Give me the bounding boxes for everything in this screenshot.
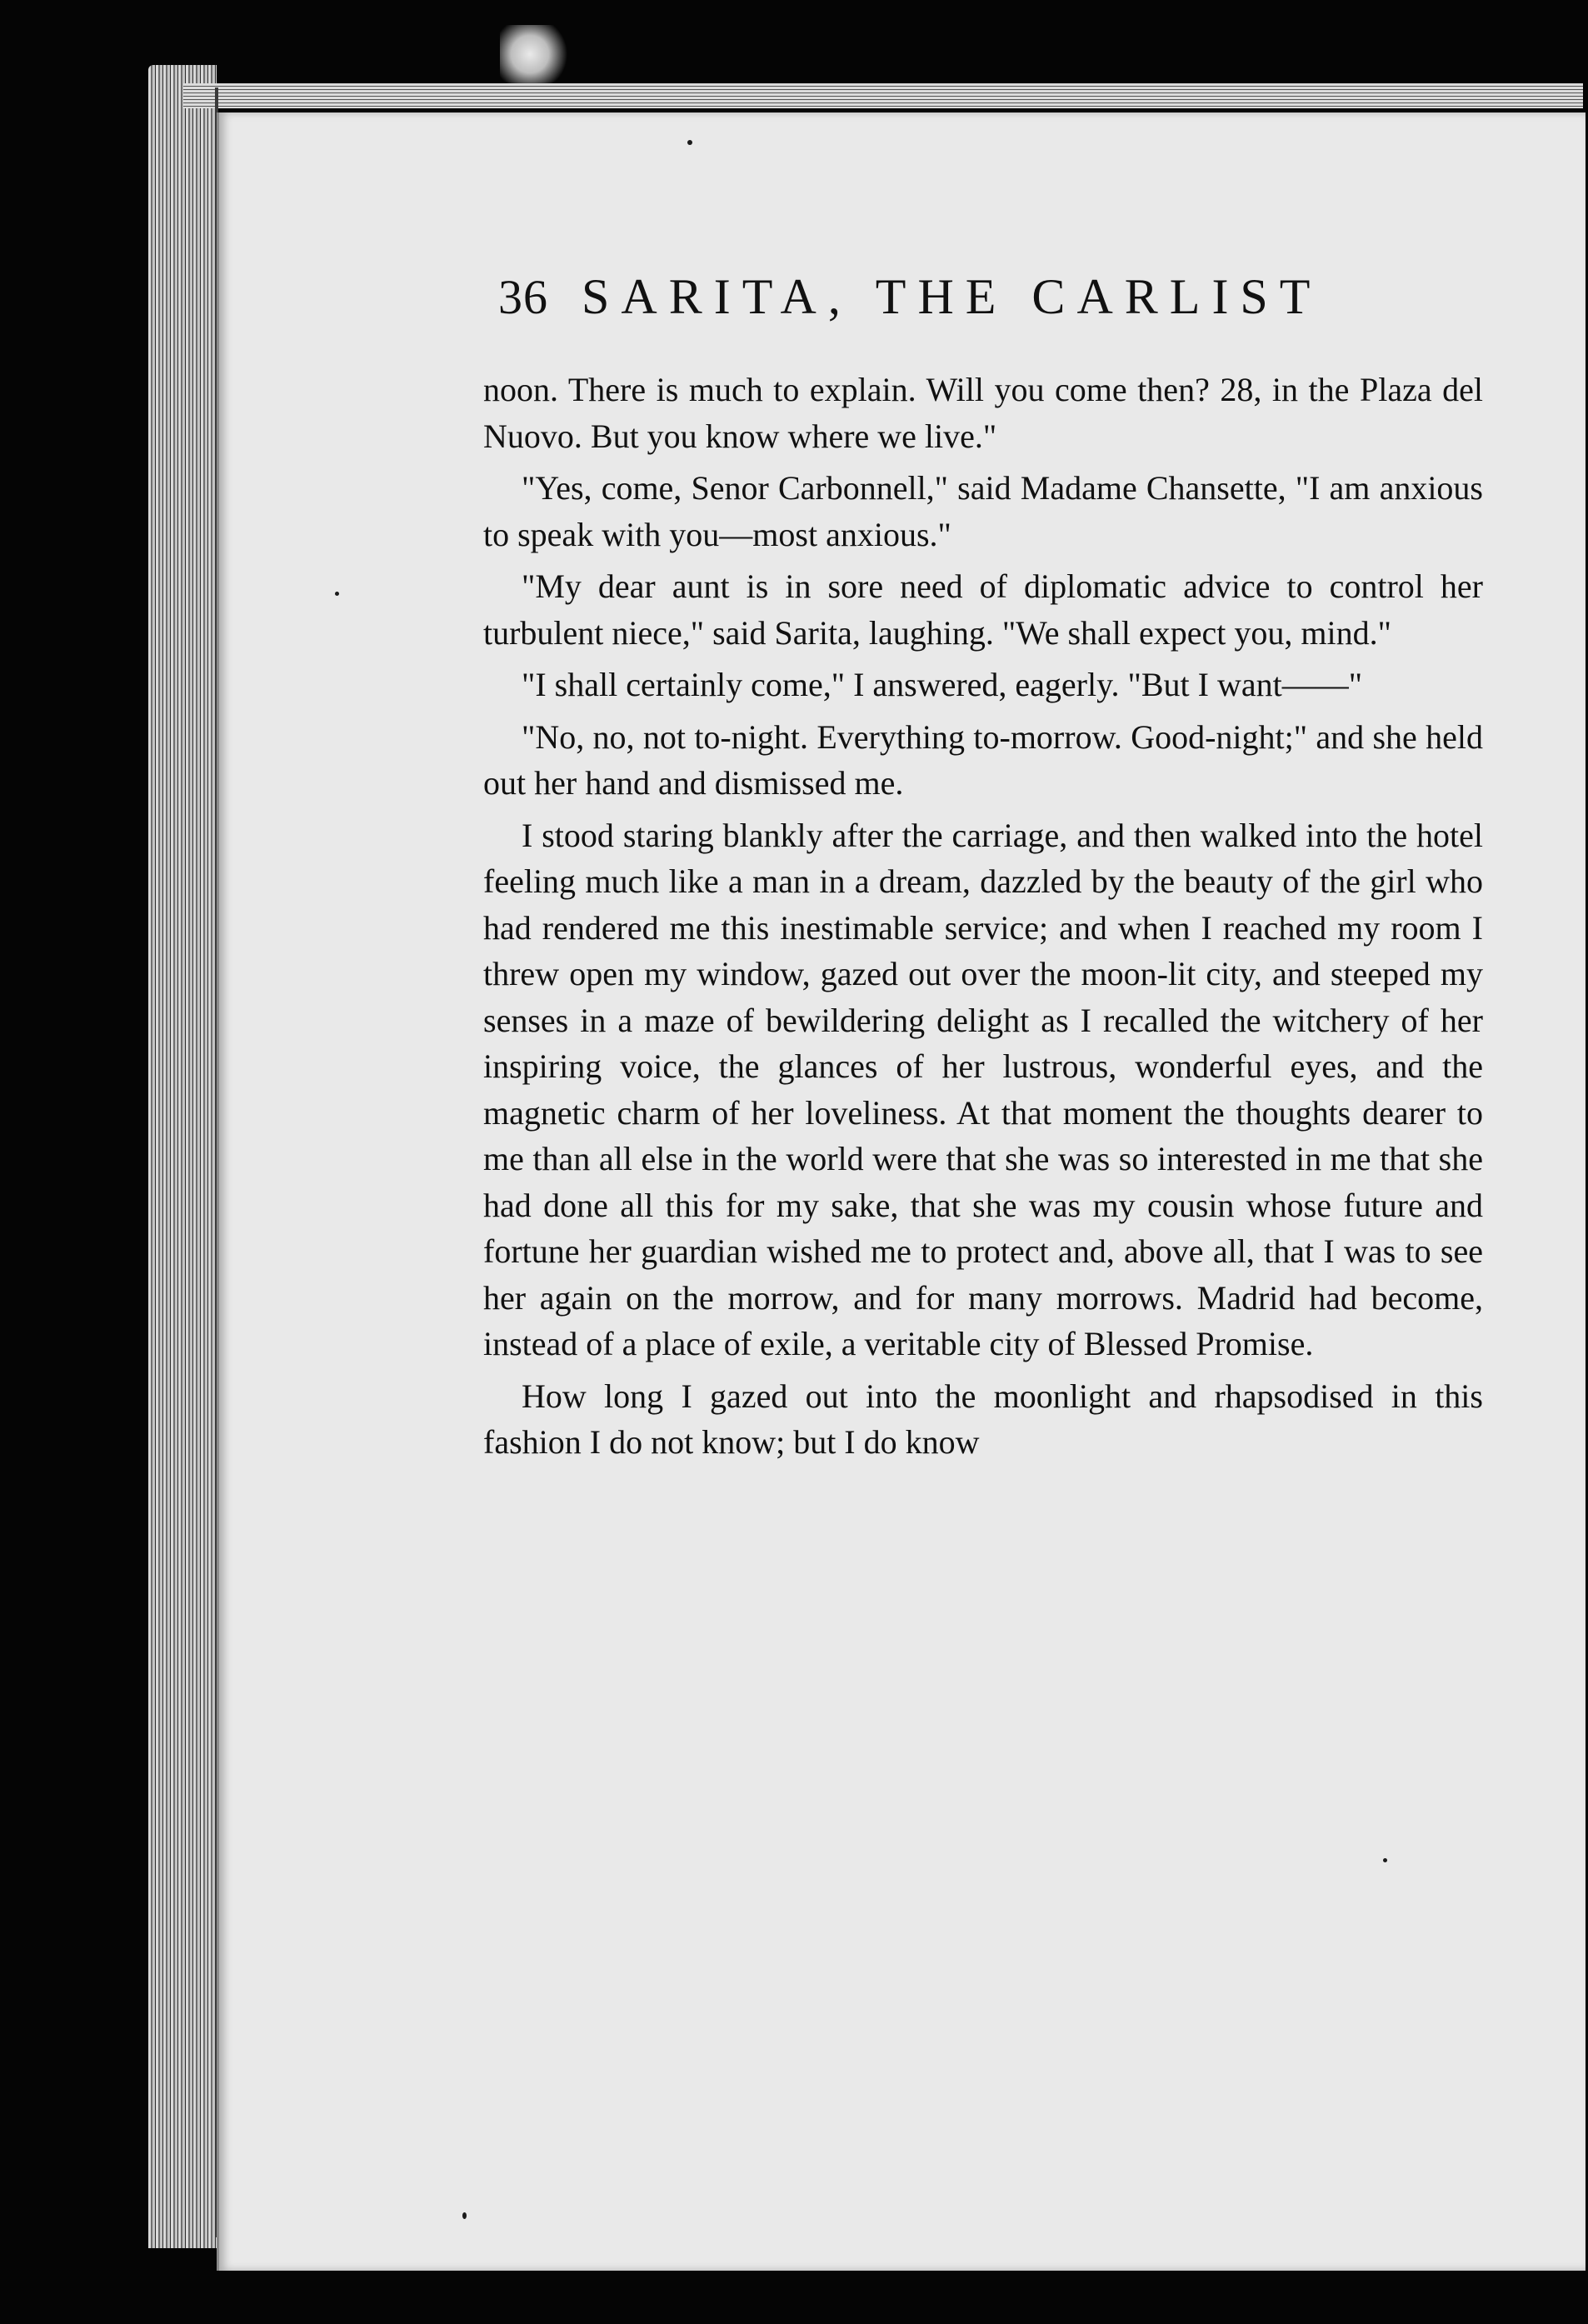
page-top-edge bbox=[183, 83, 1583, 108]
paragraph: I stood staring blankly after the carriage, and then walked into the hotel feeling much like a man in a dream, dazzled by the beauty of the girl who had rendered me this inestimable service; and when I reached my room I threw open my window, gazed out over the moon-lit city, and steeped my senses in a maze of bewildering delight as I recalled the witchery of her inspiring voice, the glances of her lustrous, wonderful eyes, and the magnetic charm of her loveliness. At that moment the thoughts dearer to me than all else in the world were that she was so interested in me that she had done all this for my sake, that she was my cousin whose future and fortune her guardian wished me to protect and, above all, that I was to see her again on the morrow, and for many morrows. Madrid had become, instead of a place of exile, a veritable city of Blessed Promise. bbox=[483, 816, 1483, 1362]
book-title: SARITA, THE CARLIST bbox=[582, 269, 1322, 324]
scan-speck bbox=[335, 592, 339, 596]
paragraph: "No, no, not to-night. Everything to-morrow. Good-night;" and she held out her hand and dismissed me. bbox=[483, 717, 1483, 802]
paragraph: "Yes, come, Senor Carbonnell," said Madame Chansette, "I am anxious to speak with you—most anxious." bbox=[483, 469, 1483, 553]
paragraph: noon. There is much to explain. Will you come then? 28, in the Plaza del Nuovo. But you know where we live." bbox=[483, 371, 1483, 455]
page-fore-edge bbox=[148, 65, 217, 2248]
scan-speck bbox=[687, 140, 692, 145]
running-head bbox=[498, 268, 1448, 335]
scan-speck bbox=[462, 2212, 467, 2219]
page-number: 36 bbox=[498, 270, 548, 324]
paragraph: "My dear aunt is in sore need of diplomatic advice to control her turbulent niece," said Sarita, laughing. "We shall expect you, mind." bbox=[483, 567, 1483, 652]
paragraph: How long I gazed out into the moonlight and rhapsodised in this fashion I do not know; but I do know bbox=[483, 1377, 1483, 1461]
body-text bbox=[483, 367, 1483, 1472]
scan-speck bbox=[1383, 1858, 1387, 1862]
paragraph: "I shall certainly come," I answered, eagerly. "But I want——" bbox=[522, 666, 1363, 703]
frayed-bookmark bbox=[500, 25, 575, 83]
